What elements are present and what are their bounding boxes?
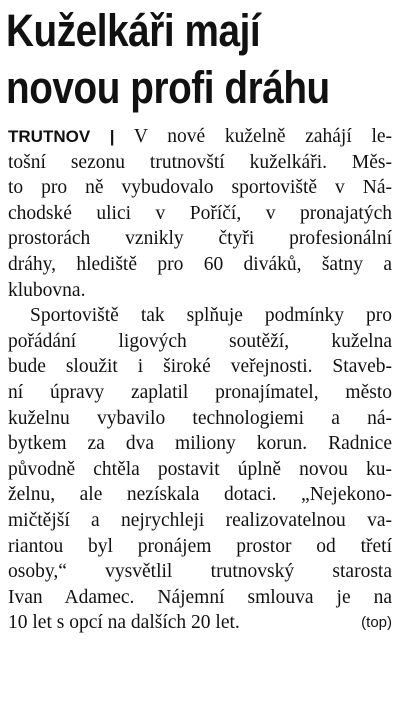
headline [6, 2, 341, 116]
article-line: Ivan Adamec. Nájemní smlouva je na [8, 586, 392, 608]
article-line-text: V nové kuželně zahájí le- [133, 126, 393, 147]
article-body [8, 124, 392, 636]
headline-line-2: novou profi dráhu [6, 62, 330, 113]
article-line: to pro ně vybudovalo sportoviště v Ná- [8, 177, 392, 199]
article-line: prostorách vznikly čtyři profesionální [8, 228, 392, 250]
article-line [8, 124, 392, 150]
article-line: bude sloužit i široké veřejnosti. Staveb- [8, 356, 392, 378]
article-line-text: 10 let s opcí na dalších 20 let. [8, 612, 240, 634]
article-line: ní úpravy zaplatil pronajímatel, město [8, 381, 392, 403]
article-line: chodské ulici v Poříčí, v pronajatých [8, 202, 392, 224]
article-line [8, 610, 392, 636]
article-line: dráhy, hlediště pro 60 diváků, šatny a [8, 253, 392, 275]
article-line: tošní sezonu trutnovští kuželkáři. Měs- [8, 151, 392, 173]
article-line: Sportoviště tak splňuje podmínky pro [30, 305, 392, 327]
article-line: riantou byl pronájem prostor od třetí [8, 535, 392, 557]
article-line: osoby,“ vysvětlil trutnovský starosta [8, 561, 392, 583]
article-line: pořádání ligových soutěží, kuželna [8, 330, 392, 352]
article-line: mičtější a nejrychleji realizovatelnou va- [8, 509, 392, 531]
article-line: želnu, ale nezískala dotaci. „Nejekono- [8, 484, 392, 506]
article-line: bytkem za dva miliony korun. Radnice [8, 433, 392, 455]
article-line: klubovna. [8, 279, 86, 301]
author-signature: (top) [361, 614, 392, 632]
headline-line-1: Kuželkáři mají [6, 5, 261, 56]
dateline: TRUTNOV | [8, 127, 115, 146]
article-line: kuželnu vybavilo technologiemi a ná- [8, 407, 392, 429]
article-line: původně chtěla postavit úplně novou ku- [8, 458, 392, 480]
